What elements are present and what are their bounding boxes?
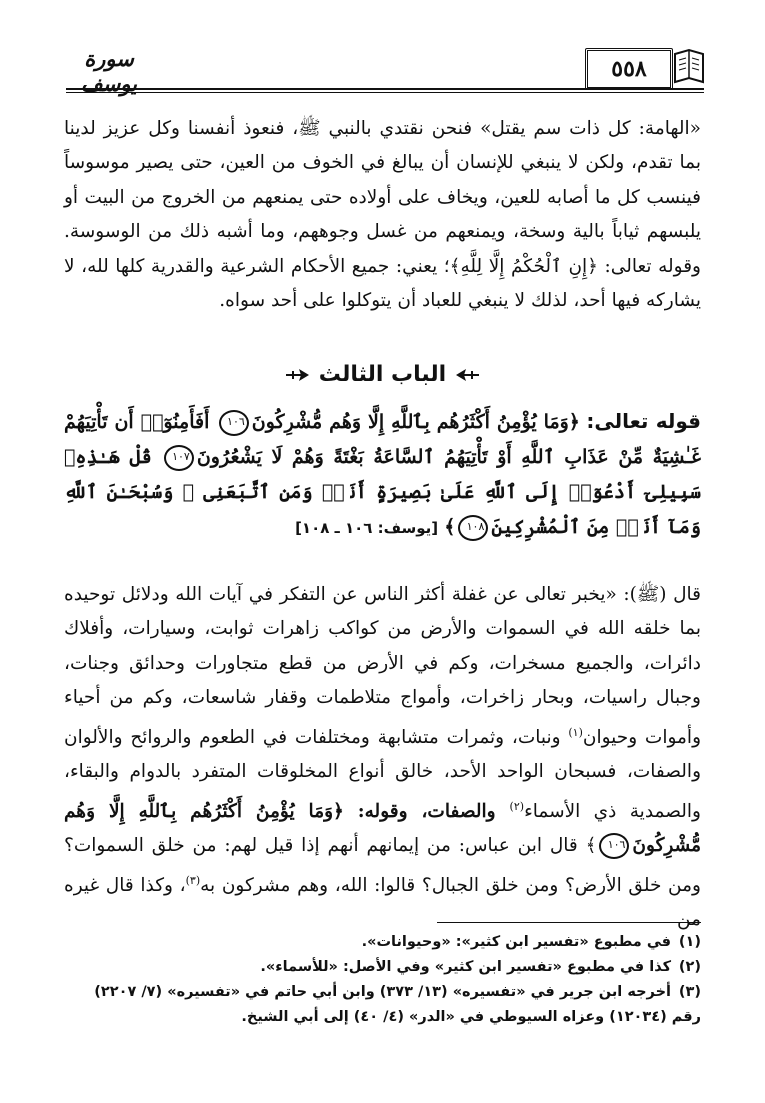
ayah-number-marker: ١٠٦ — [219, 410, 249, 436]
page-number: ٥٥٨ — [611, 56, 647, 82]
footnote-1 — [64, 930, 701, 955]
header-rule — [66, 88, 704, 90]
footnote-3 — [64, 980, 701, 1030]
footnote-number: (٣) — [678, 984, 701, 1000]
verse-107: أَفَأَمِنُوٓا۟ أَن تَأْتِيَهُمْ غَـٰشِيَةٌ مِّنْ عَذَابِ ٱللَّهِ أَوْ تَأْتِيَهُمُ ٱلسَّاعَةُ بَغْتَةً وَهُمْ لَا يَشْعُرُونَ — [64, 411, 701, 468]
ayah-number-marker: ١٠٨ — [458, 515, 488, 541]
verse-106: ﴿وَمَا يُؤْمِنُ أَكْثَرُهُم بِٱللَّهِ إِلَّا وَهُم مُّشْرِكُونَ — [251, 411, 580, 433]
commentary-mid-3: ﴾ قال ابن عباس: من إيمانهم أنهم إذا قيل لهم: من خلق السموات؟ ومن خلق الأرض؟ ومن خلق الجبال؟ قالوا: الله، وهم مشركون به — [64, 835, 701, 896]
commentary-mid-1: ونبات، وثمرات متشابهة ومختلفات في الطعوم والروائح والألوان والصفات، فسبحان الواحد الأحد، خالق أنواع المخلوقات المتفرد بالدوام والبقاء، والصمدية ذي الأسماء — [64, 726, 701, 822]
commentary-end: ، وكذا قال غيره من — [64, 874, 701, 931]
commentary-intro: قال (ﷺ): «يخبر تعالى عن غفلة أكثر الناس عن التفكر في آيات الله ودلائل توحيده بما خلقه الله في السموات والأرض من كواكب زاهرات ثوابت، وسيارات، وأفلاك دائرات، والجميع مسخرات، وكم في الأرض من قطع متجاورات وحدائق وجنات، وجبال راسيات، وبحار زاخرات، وأمواج متلاطمات وقفار شاسعات، وكم من أحياء وأموات وحيوان — [64, 584, 702, 748]
footnote-ref-3: (٣) — [185, 873, 201, 887]
footnotes — [64, 930, 701, 1030]
verse-108: قُلْ هَـٰذِهِۦ سَبِيلِىٓ أَدْعُوٓا۟ إِلَى ٱللَّهِ عَلَىٰ بَصِيرَةٍ أَنَا۠ وَمَنِ ٱتَّبَعَنِى ۖ وَسُبْحَـٰنَ ٱللَّهِ وَمَآ أَنَا۠ مِنَ ٱلْمُشْرِكِينَ — [64, 446, 701, 538]
left-ornament-icon — [454, 368, 480, 382]
footnote-number: (١) — [678, 934, 701, 950]
commentary-verse: والصفات، وقوله: ﴿وَمَا يُؤْمِنُ أَكْثَرُهُم بِٱللَّهِ إِلَّا وَهُم مُّشْرِكُونَ — [64, 800, 701, 857]
page-number-box — [585, 48, 673, 90]
verse-reference: [يوسف: ١٠٦ ـ ١٠٨] — [295, 519, 439, 537]
paragraph-commentary — [64, 578, 701, 938]
footnote-number: (٢) — [678, 959, 701, 975]
quran-verses-block — [64, 404, 701, 546]
footnote-2 — [64, 955, 701, 980]
paragraph-evil-eye: «الهامة: كل ذات سم يقتل» فنحن نقتدي بالنبي ﷺ، فنعوذ أنفسنا وكل عزيز لدينا بما تقدم، ولكن لا ينبغي للإنسان أن يبالغ في الخوف من العين، حتى يصير موسوساً فينسب كل ما أصابه للعين، ويخاف على أولاده حتى يمنعهم من الخروج من البيت أو يلبسهم ثياباً بالية وسخة، ويمنعهم من غسل وجوههم، وما أشبه ذلك من الوسوسة. وقوله تعالى: ﴿إِنِ ٱلْحُكْمُ إِلَّا لِلَّهِ﴾؛ يعني: جميع الأحكام الشرعية والقدرية كلها لله، لا يشاركه فيها أحد، لذلك لا ينبغي للعباد أن يتوكلوا على أحد سواه. — [64, 118, 701, 312]
verse-close-bracket: ﴾ — [444, 516, 456, 538]
footnote-text: في مطبوع «تفسير ابن كثير»: «وحيوانات». — [361, 934, 671, 950]
open-book-icon — [672, 46, 706, 86]
page-header — [66, 38, 704, 96]
footnote-text: كذا في مطبوع «تفسير ابن كثير» وفي الأصل: «للأسماء». — [260, 959, 671, 975]
footnote-ref-1: (١) — [568, 725, 583, 739]
verse-intro-label: قوله تعالى: — [586, 409, 701, 433]
footnote-text: أخرجه ابن جرير في «تفسيره» (١٣/ ٣٧٣) وابن أبي حاتم في «تفسيره» (٧/ ٢٢٠٧) رقم (١٢٠٣٤) وعزاه السيوطي في «الدر» (٤/ ٤٠) إلى أبي الشيخ. — [94, 984, 701, 1025]
section-title-text: الباب الثالث — [318, 362, 447, 387]
section-title — [64, 362, 701, 387]
ayah-number-marker: ١٠٧ — [164, 445, 194, 471]
footnote-ref-2: (٢) — [509, 799, 525, 813]
footnote-separator — [437, 922, 701, 923]
header-rule-thin — [66, 92, 704, 93]
right-ornament-icon — [285, 368, 311, 382]
ayah-number-marker: ١٠٦ — [599, 833, 629, 859]
surah-name-heading: سورة يوسف — [80, 46, 138, 96]
